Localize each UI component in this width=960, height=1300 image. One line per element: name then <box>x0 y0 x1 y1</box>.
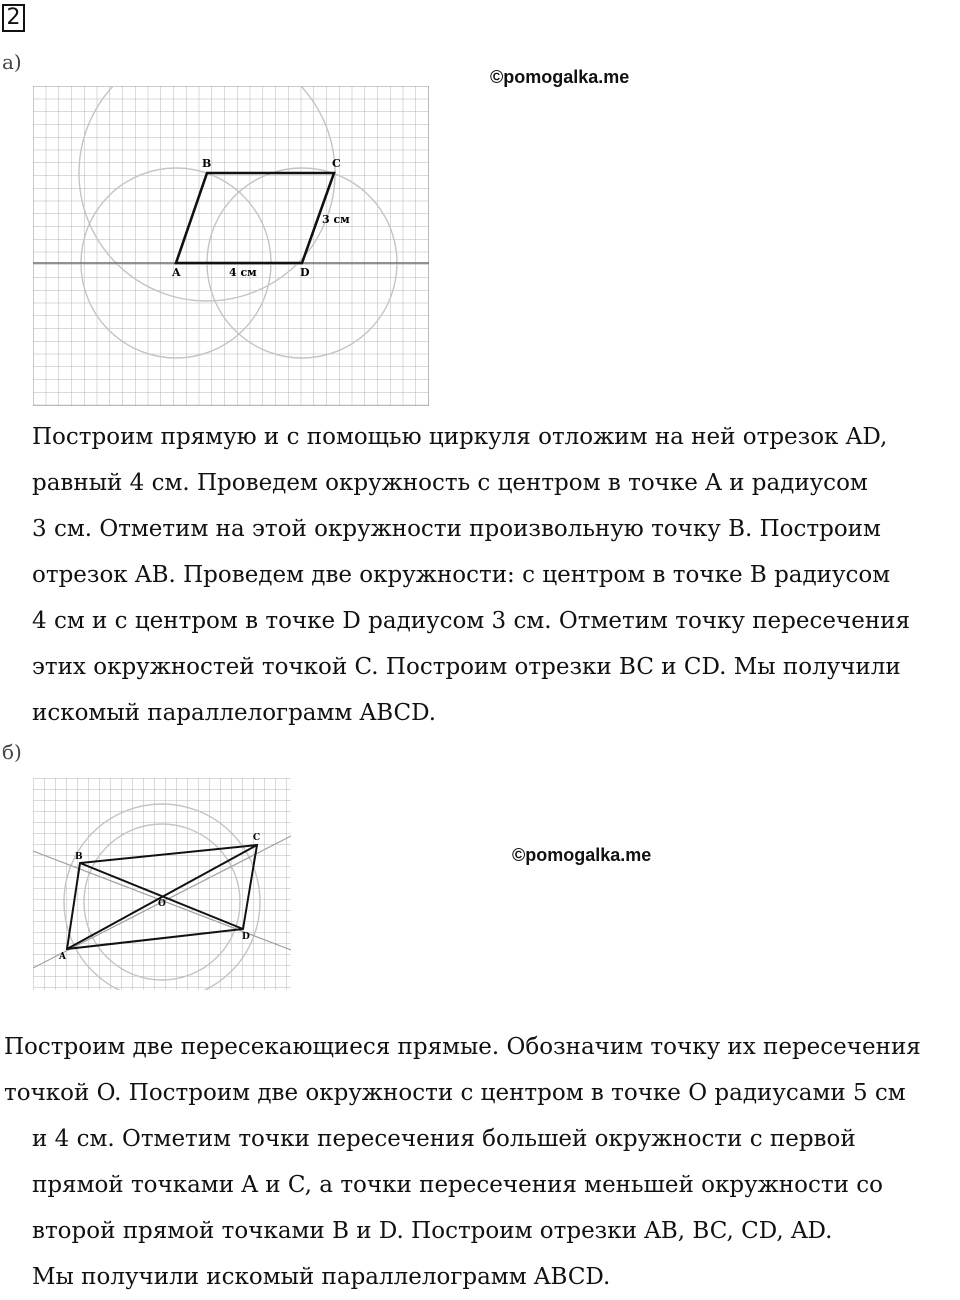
text-line: этих окружностей точкой C. Построим отрезки BC и CD. Мы получили <box>32 654 901 680</box>
task-number: 2 <box>2 4 25 32</box>
grid <box>33 86 429 406</box>
watermark-b: ©pomogalka.me <box>512 845 652 865</box>
cd-length-label: 3 см <box>322 213 350 226</box>
text-line: второй прямой точками B и D. Построим отрезки AB, BC, CD, AD. <box>32 1218 833 1244</box>
text-line: прямой точками A и C, а точки пересечения меньшей окружности со <box>32 1172 883 1198</box>
part-a-label: а) <box>2 50 22 74</box>
text-line: отрезок AB. Проведем две окружности: с центром в точке B радиусом <box>32 562 891 588</box>
point-c-label: C <box>253 833 261 843</box>
point-d-label: D <box>300 266 310 279</box>
text-line: Мы получили искомый параллелограмм ABCD. <box>32 1264 611 1290</box>
point-b-label: B <box>75 852 83 862</box>
grid <box>33 778 291 990</box>
part-b-text-line-2: точкой O. Построим две окружности с центром в точке O радиусами 5 см <box>4 1080 906 1106</box>
part-b-label: б) <box>2 740 22 764</box>
point-d-label: D <box>242 932 250 942</box>
figure-a <box>33 86 429 406</box>
text-line: искомый параллелограмм ABCD. <box>32 700 437 726</box>
text-line: 3 см. Отметим на этой окружности произвольную точку B. Построим <box>32 516 881 542</box>
point-o-label: O <box>158 899 166 909</box>
text-line: равный 4 см. Проведем окружность с центром в точке A и радиусом <box>32 470 868 496</box>
ad-length-label: 4 см <box>229 266 257 279</box>
part-a-text <box>32 414 910 736</box>
text-line: 4 см и с центром в точке D радиусом 3 см. Отметим точку пересечения <box>32 608 910 634</box>
point-a-label: A <box>172 266 181 279</box>
point-b-label: B <box>202 157 212 170</box>
figure-b <box>33 778 291 990</box>
text-line: и 4 см. Отметим точки пересечения большей окружности с первой <box>32 1126 856 1152</box>
point-c-label: C <box>332 157 341 170</box>
point-a-label: A <box>59 952 66 962</box>
part-b-text <box>32 1116 883 1300</box>
text-line: Построим прямую и с помощью циркуля отложим на ней отрезок AD, <box>32 424 888 450</box>
part-b-text-line-1: Построим две пересекающиеся прямые. Обозначим точку их пересечения <box>4 1034 921 1060</box>
watermark-a: ©pomogalka.me <box>490 67 630 87</box>
